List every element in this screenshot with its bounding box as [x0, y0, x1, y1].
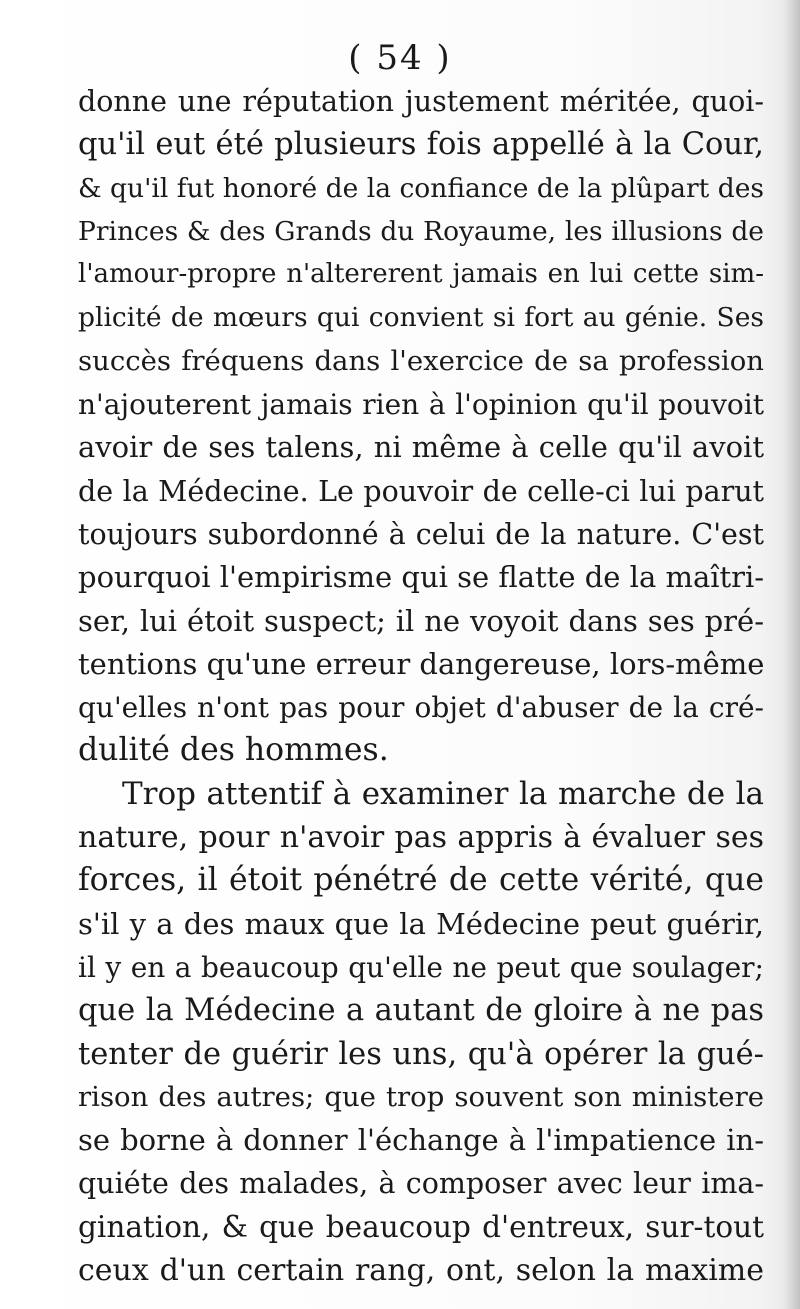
text-line: succès fréquens dans l'exercice de sa profession [78, 344, 764, 377]
body-text [78, 80, 764, 1292]
text-line: toujours subordonné à celui de la nature. C'est [78, 517, 764, 551]
text-line: Princes & des Grands du Royaume, les illusions de [78, 215, 764, 247]
text-line: rison des autres; que trop souvent son ministere [78, 1080, 764, 1113]
text-line: ser, lui étoit suspect; il ne voyoit dans ses pré- [78, 603, 764, 638]
text-line: tentions qu'une erreur dangereuse, lors-même [78, 646, 765, 681]
text-line: se borne à donner l'échange à l'impatience in- [78, 1123, 764, 1158]
text-line: que la Médecine a autant de gloire à ne pas [78, 993, 764, 1029]
text-line: ceux d'un certain rang, ont, selon la maxime [78, 1253, 764, 1289]
text-line: qu'il eut été plusieurs fois appellé à la Cour, [78, 127, 764, 163]
text-line: l'amour-propre n'altererent jamais en lui cette sim- [78, 259, 764, 290]
paragraph-last-line: dulité des hommes. [78, 732, 389, 769]
text-line: s'il y a des maux que la Médecine peut guérir, [78, 906, 764, 941]
text-line: plicité de mœurs qui convient si fort au génie. Ses [78, 302, 764, 334]
text-line: quiéte des malades, à composer avec leur ima- [78, 1167, 764, 1201]
text-line: pourquoi l'empirisme qui se flatte de la maîtri- [78, 560, 765, 595]
text-line: qu'elles n'ont pas pour objet d'abuser de la cré- [78, 691, 764, 725]
text-line: il y en a beaucoup qu'elle ne peut que soulager; [78, 950, 764, 984]
page-number: ( 54 ) [348, 38, 452, 78]
text-line: nature, pour n'avoir pas appris à évaluer ses [78, 820, 764, 856]
text-line: de la Médecine. Le pouvoir de celle-ci lui parut [78, 474, 764, 508]
text-line: forces, il étoit pénétré de cette vérité, que [78, 862, 764, 899]
text-line: & qu'il fut honoré de la confiance de la plûpart des [78, 172, 764, 204]
text-line: avoir de ses talens, ni même à celle qu'il avoit [78, 430, 764, 465]
text-line: tenter de guérir les uns, qu'à opérer la gué- [78, 1036, 764, 1072]
paragraph-first-line: Trop attentif à examiner la marche de la [122, 775, 764, 812]
page-edge-shadow [782, 0, 800, 1309]
text-line: n'ajouterent jamais rien à l'opinion qu'il pouvoit [78, 388, 764, 422]
text-line: donne une réputation justement méritée, quoi- [78, 85, 764, 118]
text-line: gination, & que beaucoup d'entreux, sur-tout [78, 1209, 764, 1244]
